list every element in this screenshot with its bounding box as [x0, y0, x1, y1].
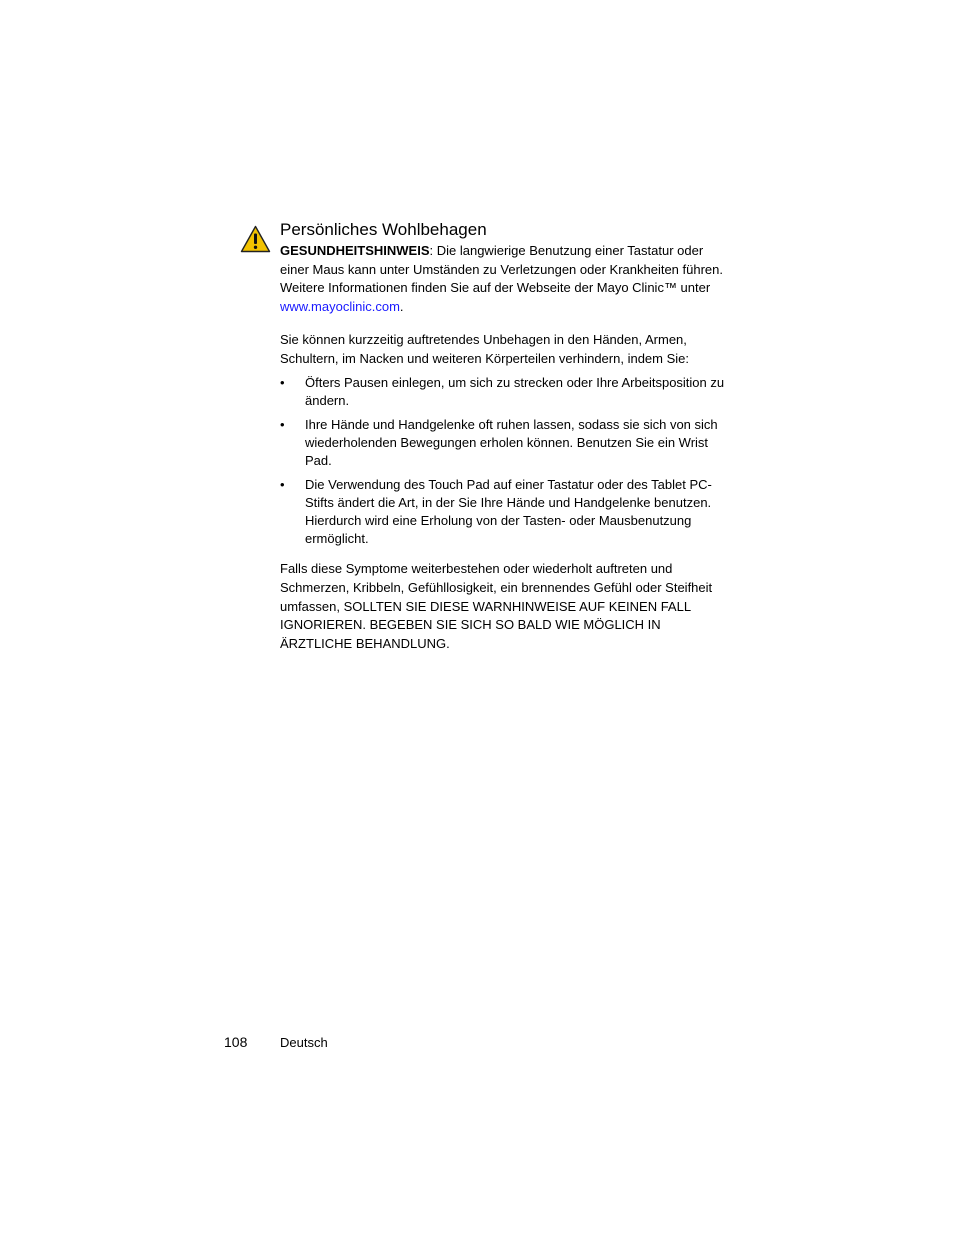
health-notice	[280, 242, 732, 317]
list-item-text: Öfters Pausen einlegen, um sich zu strecken oder Ihre Arbeitsposition zu ändern.	[305, 375, 725, 409]
health-notice-end: .	[399, 299, 404, 315]
section-title: Persönliches Wohlbehagen	[280, 220, 487, 239]
section-body	[280, 218, 732, 654]
mayoclinic-link[interactable]: www.mayoclinic.com	[280, 299, 400, 315]
warning-triangle-icon	[240, 225, 271, 253]
recommendation-list	[280, 374, 732, 548]
page-number: 108	[224, 1034, 248, 1050]
health-notice-label: GESUNDHEITSHINWEIS	[280, 243, 430, 258]
list-item	[280, 416, 732, 470]
list-item	[280, 374, 732, 410]
footer-language: Deutsch	[280, 1035, 328, 1050]
list-item-text: Ihre Hände und Handgelenke oft ruhen lassen, sodass sie sich von sich wiederholenden Bewegungen erholen können. Benutzen Sie ein Wrist Pad.	[305, 417, 718, 469]
health-notice-text: : Die langwierige Benutzung einer Tastatur oder einer Maus kann unter Umständen zu Verletzungen oder Krankheiten führen. Weitere Informationen finden Sie auf der Webseite der Mayo Clinic™ unter	[280, 243, 723, 296]
bullet-icon: •	[280, 417, 285, 433]
list-item-text: Die Verwendung des Touch Pad auf einer Tastatur oder des Tablet PC-Stifts ändert die Art, in der Sie Ihre Hände und Handgelenke benutzen. Hierdurch wird eine Erholung von der Tasten- oder Mausbenutzung ermöglicht.	[305, 477, 712, 547]
intro-paragraph: Sie können kurzzeitig auftretendes Unbehagen in den Händen, Armen, Schultern, im Nacken und weiteren Körperteilen verhindern, indem Sie:	[280, 331, 689, 366]
bullet-icon: •	[280, 375, 285, 391]
bullet-icon: •	[280, 477, 285, 493]
closing-paragraph: Falls diese Symptome weiterbestehen oder wiederholt auftreten und Schmerzen, Kribbeln, Gefühllosigkeit, ein brennendes Gefühl oder Steifheit umfassen, SOLLTEN SIE DIESE WARNHINWEISE AUF KEINEN FALL IGNORIEREN. BEGEBEN SIE SICH SO BALD WIE MÖGLICH IN ÄRZTLICHE BEHANDLUNG.	[280, 561, 713, 652]
list-item	[280, 476, 732, 548]
